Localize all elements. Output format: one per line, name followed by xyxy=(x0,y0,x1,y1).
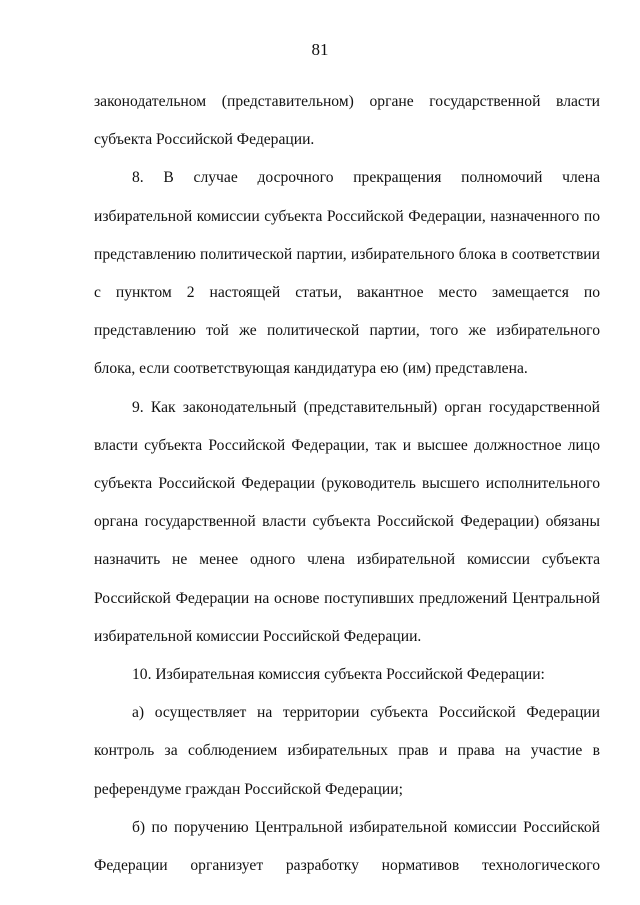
paragraph-subitem-b: б) по поручению Центральной избирательной комиссии Российской Федерации организует разработку нормативов технологического xyxy=(94,818,600,875)
document-body xyxy=(94,83,600,885)
paragraph-item-9: 9. Как законодательный (представительный) орган государственной власти субъекта Российской Федерации, так и высшее должностное лицо субъекта Российской Федерации (руководитель высшего исполнительного органа государственной власти субъекта Российской Федерации) обязаны назначить не менее одного члена избирательной комиссии субъекта Российской Федерации на основе поступивших предложений Центральной избирательной комиссии Российской Федерации. xyxy=(94,398,600,645)
paragraph-item-10: 10. Избирательная комиссия субъекта Российской Федерации: xyxy=(132,666,545,684)
page-number: 81 xyxy=(311,40,329,59)
paragraph-subitem-a: а) осуществляет на территории субъекта Российской Федерации контроль за соблюдением избирательных прав и права на участие в референдуме граждан Российской Федерации; xyxy=(94,704,600,798)
paragraph-item-8: 8. В случае досрочного прекращения полномочий члена избирательной комиссии субъекта Российской Федерации, назначенного по представлению политической партии, избирательного блока в соответствии с пунктом 2 настоящей статьи, вакантное место замещается по представлению той же политической партии, того же избирательного блока, если соответствующая кандидатура ею (им) представлена. xyxy=(94,169,600,378)
paragraph-continuation: законодательном (представительном) органе государственной власти субъекта Российской Федерации. xyxy=(94,93,600,149)
